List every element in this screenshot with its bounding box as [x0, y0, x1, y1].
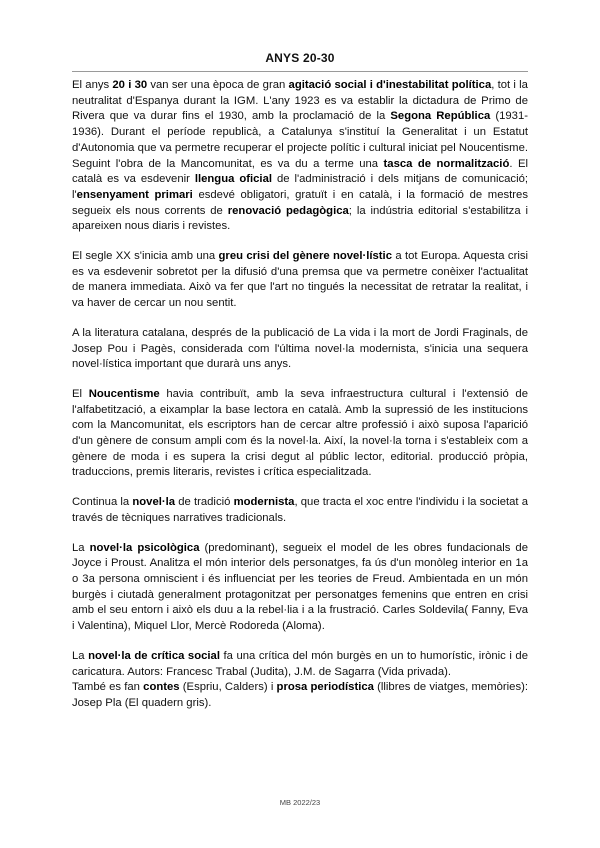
- text-run: (Espriu, Calders) i: [179, 681, 277, 694]
- text-run: El anys: [72, 79, 113, 91]
- text-run: El: [72, 387, 89, 400]
- bold-text: renovació pedagògica: [227, 204, 349, 217]
- bold-text: Noucentisme: [88, 387, 160, 400]
- text-run: (llibres de viatges, memòries): Josep Pla (El quadern gris).: [72, 681, 529, 709]
- bold-text: novel·la: [132, 496, 176, 509]
- text-run: esdevé obligatori, gratuït i en català, i la formació de mestres segueix els nous corrents de: [72, 188, 528, 217]
- text-run: El segle XX s'inicia amb una: [72, 250, 219, 263]
- page-title: ANYS 20-30: [265, 51, 335, 65]
- text-run: , tot i la neutralitat d'Espanya durant la IGM. L'any 1923 es va establir la dictadura de Primo de Rivera que va durar fins el 1930, amb la proclamació de la: [72, 79, 528, 123]
- text-run: La: [72, 649, 89, 662]
- bold-text: ensenyament primari: [76, 188, 193, 201]
- text-run: a tot Europa. Aquesta crisi es va esdevenir sobretot per la difusió d'una premsa que va permetre conèixer l'actualitat de manera immediata. Això va fer que l'art no tingués la necessitat de retratar la realitat, i va haver de cercar un nou sentit.: [72, 250, 528, 310]
- paragraph-catalan-literature: [72, 326, 528, 373]
- page-footer: MB 2022/23: [279, 798, 321, 807]
- paragraph-crisis: [72, 249, 528, 312]
- bold-text: modernista: [233, 496, 295, 509]
- bold-text: 20 i 30: [112, 79, 148, 91]
- paragraph-tales-and-prose: [72, 680, 528, 711]
- bold-text: llengua oficial: [194, 173, 272, 186]
- text-run: de tradició: [175, 496, 234, 509]
- text-run: Continua la: [72, 496, 133, 509]
- paragraph-psychological-novel: [72, 541, 528, 635]
- text-run: (1931-1936). Durant el període republicà, a Catalunya s'instituí la Generalitat i un Estatut d'Autonomia que va permetre recuperar el projecte polític i cultural iniciat pel Noucentisme. Seguint l'obra de la Mancomunitat, es va du a terme una: [72, 110, 528, 170]
- bold-text: novel·la de crítica social: [88, 649, 220, 662]
- text-run: La: [72, 541, 90, 554]
- paragraph-intro: [72, 78, 528, 235]
- bold-text: Segona República: [390, 110, 491, 123]
- paragraph-noucentisme: [72, 387, 528, 481]
- bold-text: prosa periodística: [276, 681, 374, 694]
- text-run: fa una crítica del món burgès en un to humorístic, irònic i de caricatura. Autors: Francesc Trabal (Judita), J.M. de Sagarra (Vida privada).: [72, 649, 528, 678]
- bold-text: greu crisi del gènere novel·lístic: [218, 250, 392, 263]
- text-run: A la literatura catalana, després de la publicació de La vida i la mort de Jordi Fraginals, de Josep Pou i Pagès, considerada com l'última novel·la modernista, s'inicia una sequera novel·lística important que durarà uns anys.: [72, 326, 528, 371]
- bold-text: contes: [143, 681, 180, 694]
- text-run: (predominant), segueix el model de les obres fundacionals de Joyce i Proust. Analitza el món interior dels personatges, fa ús d'un monòleg interior en 1a o 3a persona omniscient i és influenciat per les teories de Freud. Ambientada en un món burgès i ciutadà generalment protagonitzat per personatges femenins que entren en crisi amb el seu entorn i això els duu a la rebel·lia i a la frustració. Carles Soldevila( Fanny, Eva i Valentina), Miquel Llor, Mercè Rodoreda (Aloma).: [72, 541, 528, 633]
- paragraph-social-criticism-novel: [72, 649, 528, 680]
- bold-text: novel·la psicològica: [89, 541, 200, 554]
- text-run: van ser una època de gran: [147, 79, 289, 91]
- bold-text: agitació social i d'inestabilitat política: [288, 79, 492, 91]
- title-divider: [72, 71, 528, 72]
- paragraph-modernist-novel: [72, 495, 528, 526]
- document-body: [72, 78, 528, 712]
- text-run: , que tracta el xoc entre l'individu i la societat a través de tècniques narratives tradicionals.: [72, 496, 529, 524]
- bold-text: tasca de normalització: [383, 157, 510, 170]
- text-run: . El català es va esdevenir: [72, 157, 528, 186]
- text-run: També es fan: [72, 681, 144, 694]
- text-run: havia contribuït, amb la seva infraestructura cultural i l'extensió de l'alfabetització, a eixamplar la base lectora en català. Amb la supressió de les institucions com la Mancomunitat, els escriptors han de cercar altre professió i això suposa l'aparició d'un gènere de consum ampli com és la novel·la. Així, la novel·la torna i s'estableix com a gènere de moda i es supera la crisi degut al públic lector, editorial. producció pròpia, traduccions, premis literaris, revistes i crítica especialitzada.: [72, 387, 528, 479]
- text-run: ; la indústria editorial s'estabilitza i apareixen nous diaris i revistes.: [72, 204, 529, 233]
- text-run: de l'administració i dels mitjans de comunicació; l': [72, 173, 529, 201]
